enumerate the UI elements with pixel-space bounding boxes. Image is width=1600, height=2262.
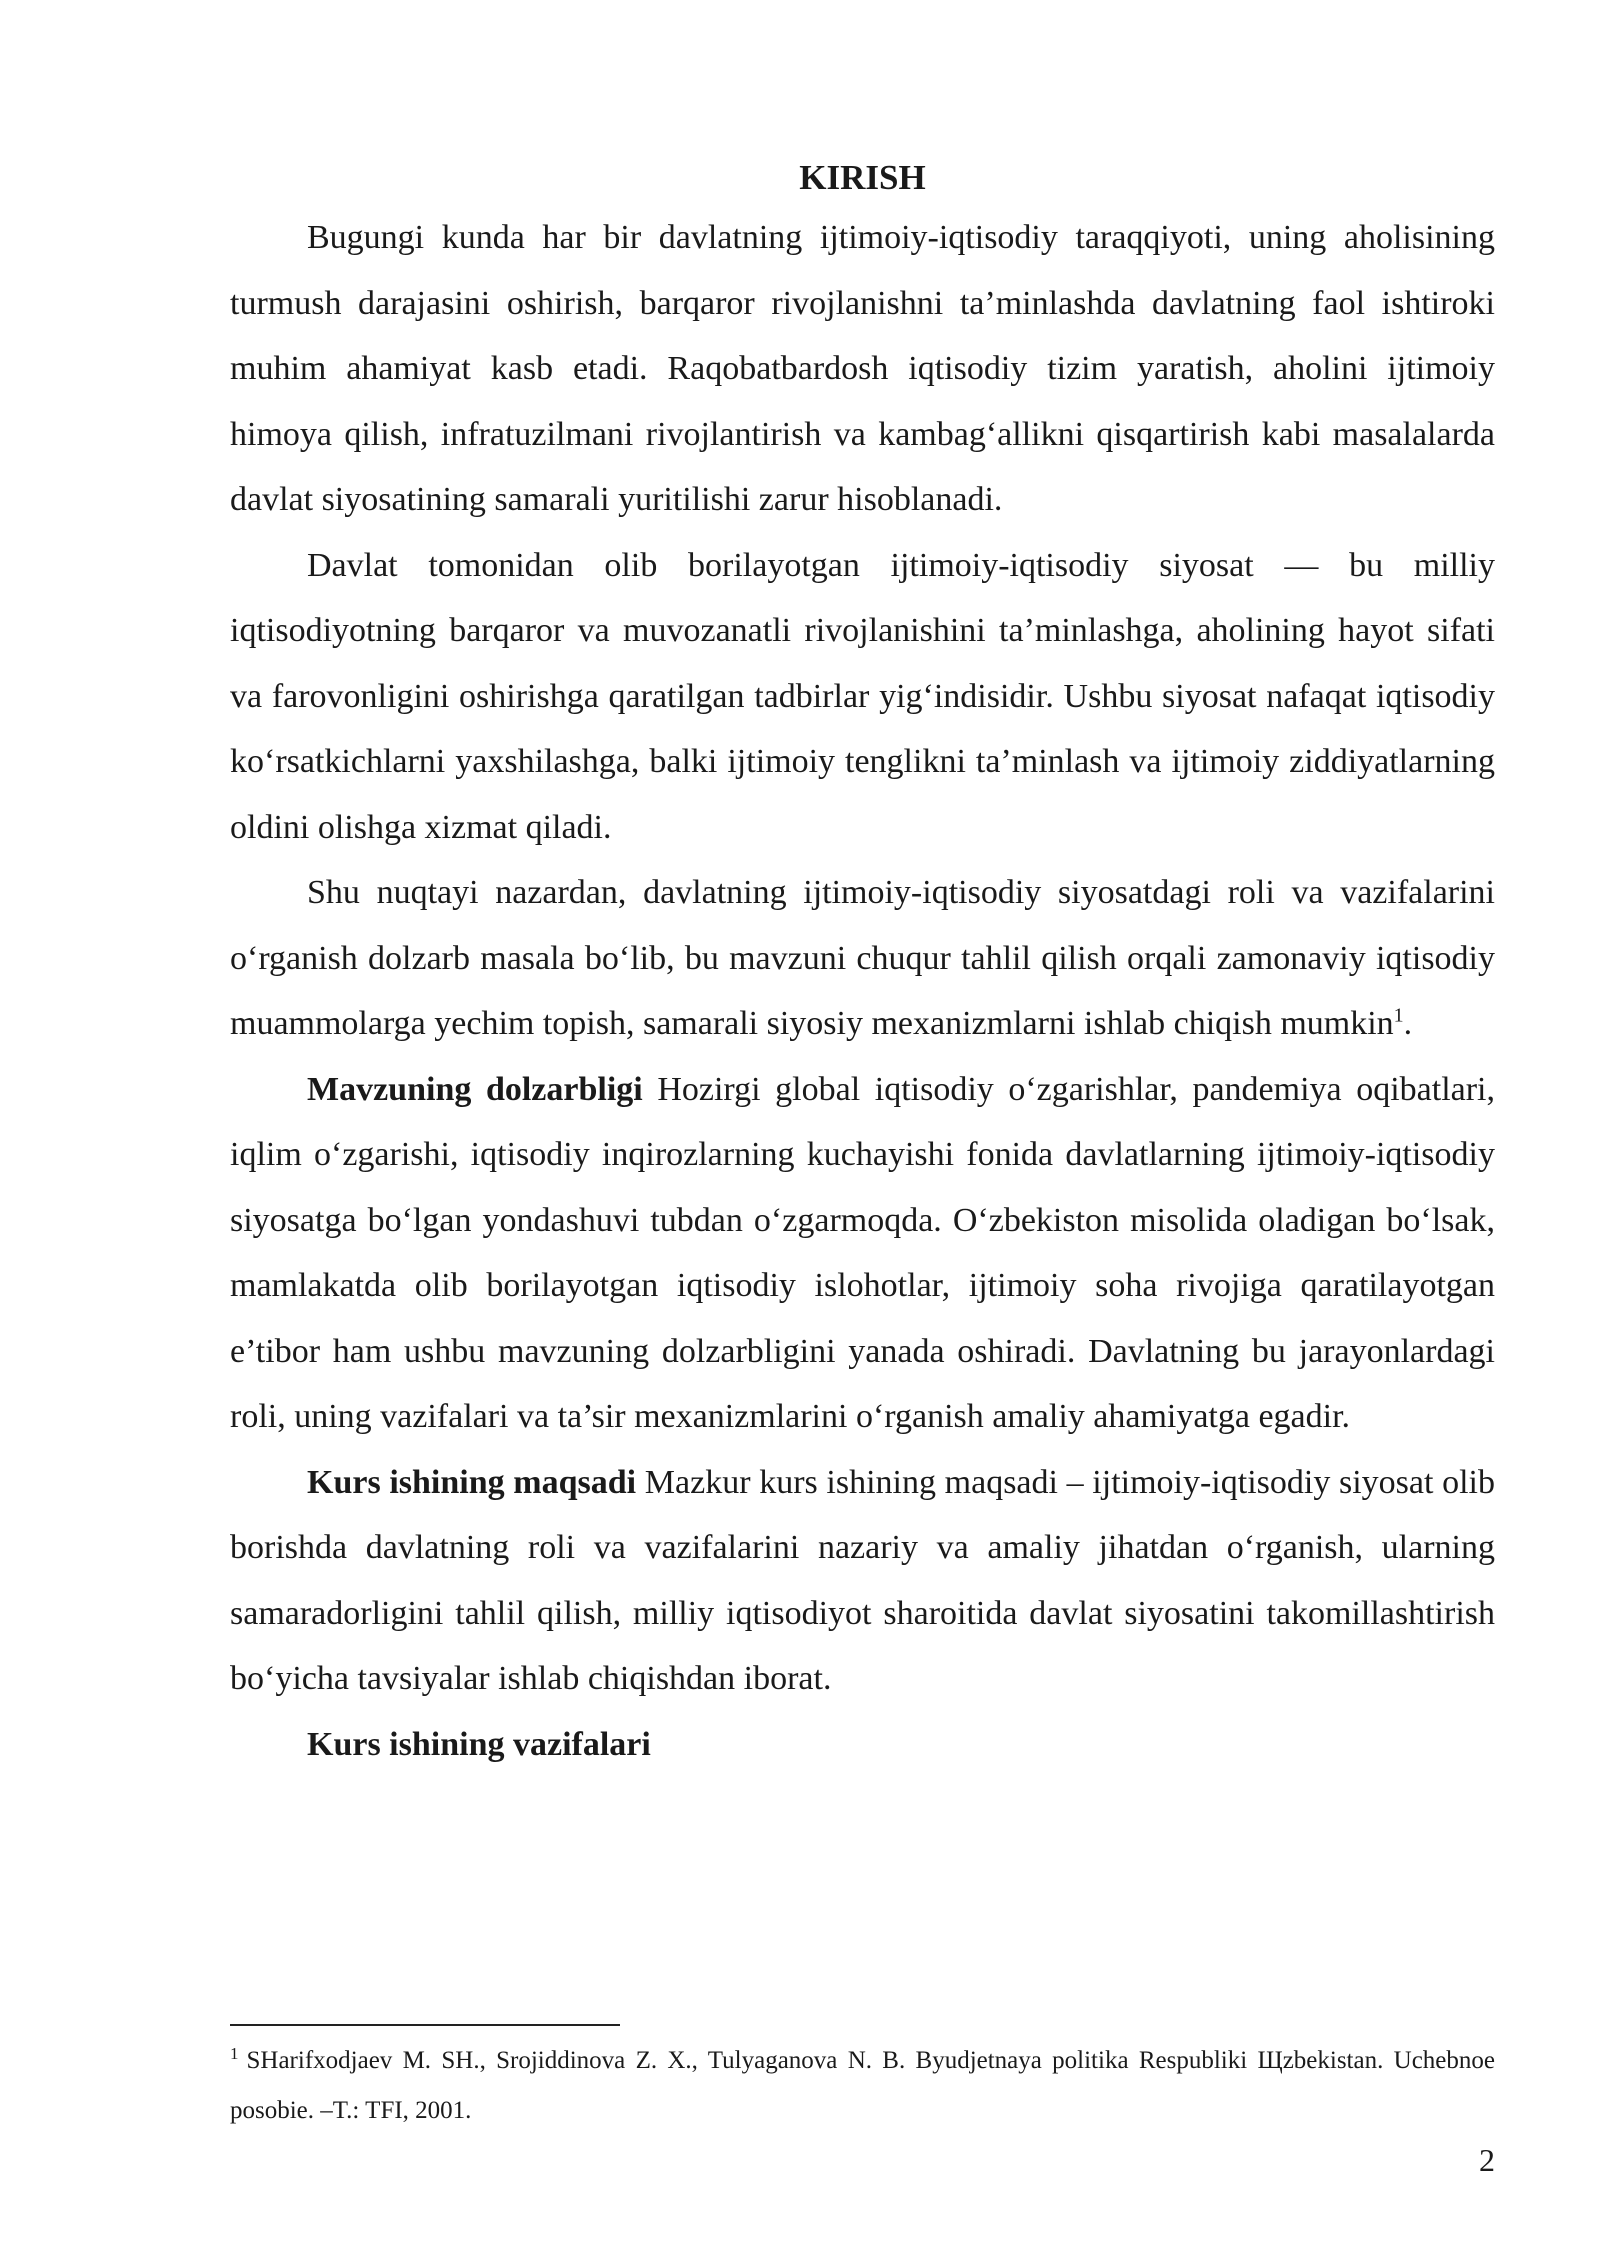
paragraph-policy-definition: Davlat tomonidan olib borilayotgan ijtimoiy-iqtisodiy siyosat — bu milliy iqtisodiyotning barqaror va muvozanatli rivojlanishini ta’minlashga, aholining hayot sifati va farovonligini oshirishga qaratilgan tadbirlar yig‘indisidir. Ushbu siyosat nafaqat iqtisodiy ko‘rsatkichlarni yaxshilashga, balki ijtimoiy tenglikni ta’minlash va ijtimoiy ziddiyatlarning oldini olishga xizmat qiladi. (230, 546, 1495, 846)
paragraph-intro: Bugungi kunda har bir davlatning ijtimoiy-iqtisodiy taraqqiyoti, uning aholisining turmush darajasini oshirish, barqaror rivojlanishni ta’minlashda davlatning faol ishtiroki muhim ahamiyat kasb etadi. Raqobatbardosh iqtisodiy tizim yaratish, aholini ijtimoiy himoya qilish, infratuzilmani rivojlantirish va kambag‘allikni qisqartirish kabi masalalarda davlat siyosatining samarali yuritilishi zarur hisoblanadi. (230, 219, 1495, 518)
footnote-separator (230, 2024, 620, 2026)
footnote-text: SHarifxodjaev M. SH., Srojiddinova Z. X., Tulyaganova N. B. Byudjetnaya politika Respubliki Щzbekistan. Uchebnoe posobie. –T.: TFI, 2001. (230, 2047, 1495, 2124)
paragraph-perspective (230, 860, 1495, 1057)
paragraph-perspective-end: . (1403, 1005, 1413, 1042)
paragraph-perspective-text: Shu nuqtayi nazardan, davlatning ijtimoiy-iqtisodiy siyosatdagi roli va vazifalarini o‘rganish dolzarb masala bo‘lib, bu mavzuni chuqur tahlil qilish orqali zamonaviy iqtisodiy muammolarga yechim topish, samarali siyosiy mexanizmlarni ishlab chiqish mumkin (230, 874, 1495, 1042)
goal-text: Mazkur kurs ishining maqsadi – ijtimoiy-iqtisodiy siyosat olib borishda davlatning roli va vazifalarini nazariy va amaliy jihatdan o‘rganish, ularning samaradorligini tahlil qilish, milliy iqtisodiyot sharoitida davlat siyosatini takomillashtirish bo‘yicha tavsiyalar ishlab chiqishdan iborat. (230, 1463, 1495, 1697)
paragraph-goal (230, 1450, 1495, 1712)
relevance-lead: Mavzuning dolzarbligi (307, 1070, 643, 1108)
page-number: 2 (1479, 2142, 1495, 2178)
relevance-text: Hozirgi global iqtisodiy o‘zgarishlar, pandemiya oqibatlari, iqlim o‘zgarishi, iqtisodiy inqirozlarning kuchayishi fonida davlatlarning ijtimoiy-iqtisodiy siyosatga bo‘lgan yondashuvi tubdan o‘zgarmoqda. O‘zbekiston misolida oladigan bo‘lsak, mamlakatda olib borilayotgan iqtisodiy islohotlar, ijtimoiy soha rivojiga qaratilayotgan e’tibor ham ushbu mavzuning dolzarbligini yanada oshiradi. Davlatning bu jarayonlardagi roli, uning vazifalari va ta’sir mexanizmlarini o‘rganish amaliy ahamiyatga egadir. (230, 1070, 1495, 1435)
goal-lead: Kurs ishining maqsadi (307, 1463, 637, 1501)
page-body (230, 150, 1495, 1777)
section-title: KIRISH (799, 158, 926, 197)
footnote (230, 2036, 1495, 2136)
paragraph-relevance (230, 1057, 1495, 1450)
footnote-reference[interactable]: 1 (1393, 1004, 1404, 1027)
tasks-heading: Kurs ishining vazifalari (307, 1725, 651, 1763)
footnote-number: 1 (230, 2043, 239, 2063)
